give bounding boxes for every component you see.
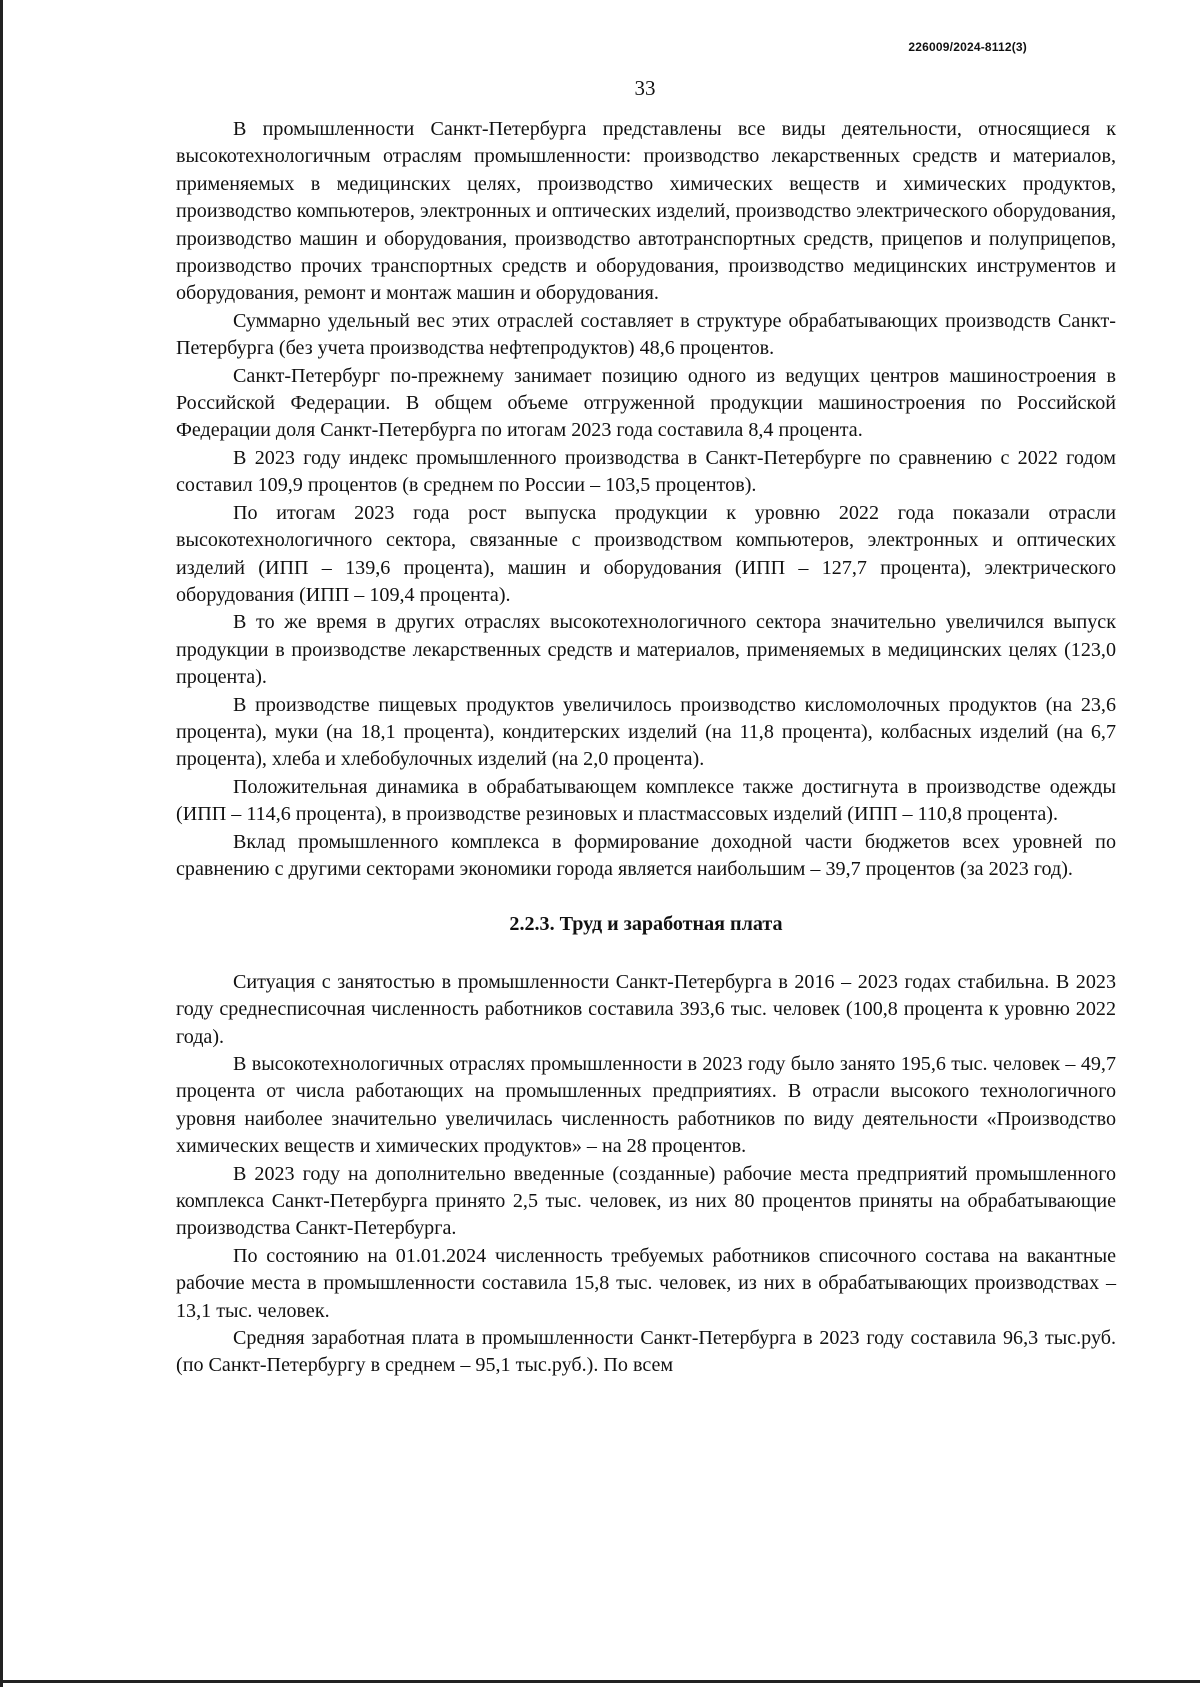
- paragraph: В 2023 году индекс промышленного производства в Санкт-Петербурге по сравнению с 2022 годом составил 109,9 процентов (в среднем по России – 103,5 процентов).: [176, 446, 1116, 497]
- paragraph: В высокотехнологичных отраслях промышленности в 2023 году было занято 195,6 тыс. человек – 49,7 процента от числа работающих на промышленных предприятиях. В отрасли высокого технологичного уровня наиболее значительно увеличилась численность работников по виду деятельности «Производство химических веществ и химических продуктов» – на 28 процентов.: [176, 1053, 1116, 1158]
- scan-bottom-edge: [3, 1680, 1200, 1683]
- scan-left-edge: [0, 0, 3, 1687]
- page-number: 33: [634, 76, 656, 100]
- paragraph: По итогам 2023 года рост выпуска продукции к уровню 2022 года показали отрасли высокотехнологичного сектора, связанные с производством компьютеров, электронных и оптических изделий (ИПП – 139,6 процента), машин и оборудования (ИПП – 127,7 процента), электрического оборудования (ИПП – 109,4 процента).: [176, 501, 1116, 606]
- paragraph: Ситуация с занятостью в промышленности Санкт-Петербурга в 2016 – 2023 годах стабильна. В 2023 году среднесписочная численность работников составила 393,6 тыс. человек (100,8 процента к уровню 2022 года).: [176, 970, 1116, 1048]
- document-body: [176, 116, 1116, 1380]
- paragraph: В 2023 году на дополнительно введенные (созданные) рабочие места предприятий промышленного комплекса Санкт-Петербурга принято 2,5 тыс. человек, из них 80 процентов приняты на обрабатывающие производства Санкт-Петербурга.: [176, 1162, 1116, 1240]
- paragraph: В то же время в других отраслях высокотехнологичного сектора значительно увеличился выпуск продукции в производстве лекарственных средств и материалов, применяемых в медицинских целях (123,0 процента).: [176, 611, 1116, 689]
- paragraph: Суммарно удельный вес этих отраслей составляет в структуре обрабатывающих производств Санкт-Петербурга (без учета производства нефтепродуктов) 48,6 процентов.: [176, 309, 1116, 360]
- document-number: 226009/2024-8112(3): [908, 40, 1027, 54]
- paragraph: В промышленности Санкт-Петербурга представлены все виды деятельности, относящиеся к высокотехнологичным отраслям промышленности: производство лекарственных средств и материалов, применяемых в медицинских целях, производство химических веществ и химических продуктов, производство компьютеров, электронных и оптических изделий, производство электрического оборудования, производство машин и оборудования, производство автотранспортных средств, прицепов и полуприцепов, производство прочих транспортных средств и оборудования, производство медицинских инструментов и оборудования, ремонт и монтаж машин и оборудования.: [176, 118, 1116, 305]
- paragraph: Положительная динамика в обрабатывающем комплексе также достигнута в производстве одежды (ИПП – 114,6 процента), в производстве резиновых и пластмассовых изделий (ИПП – 110,8 процента).: [176, 775, 1116, 826]
- paragraph: В производстве пищевых продуктов увеличилось производство кисломолочных продуктов (на 23,6 процента), муки (на 18,1 процента), кондитерских изделий (на 11,8 процента), колбасных изделий (на 6,7 процента), хлеба и хлебобулочных изделий (на 2,0 процента).: [176, 693, 1116, 771]
- paragraph: Средняя заработная плата в промышленности Санкт-Петербурга в 2023 году составила 96,3 тыс.руб. (по Санкт-Петербургу в среднем – 95,1 тыс.руб.). По всем: [176, 1327, 1116, 1377]
- paragraph: Санкт-Петербург по-прежнему занимает позицию одного из ведущих центров машиностроения в Российской Федерации. В общем объеме отгруженной продукции машиностроения по Российской Федерации доля Санкт-Петербурга по итогам 2023 года составила 8,4 процента.: [176, 364, 1116, 442]
- paragraph: По состоянию на 01.01.2024 численность требуемых работников списочного состава на вакантные рабочие места в промышленности составила 15,8 тыс. человек, из них в обрабатывающих производствах – 13,1 тыс. человек.: [176, 1244, 1116, 1322]
- paragraph: Вклад промышленного комплекса в формирование доходной части бюджетов всех уровней по сравнению с другими секторами экономики города является наибольшим – 39,7 процентов (за 2023 год).: [176, 830, 1116, 880]
- section-heading: 2.2.3. Труд и заработная плата: [509, 913, 783, 936]
